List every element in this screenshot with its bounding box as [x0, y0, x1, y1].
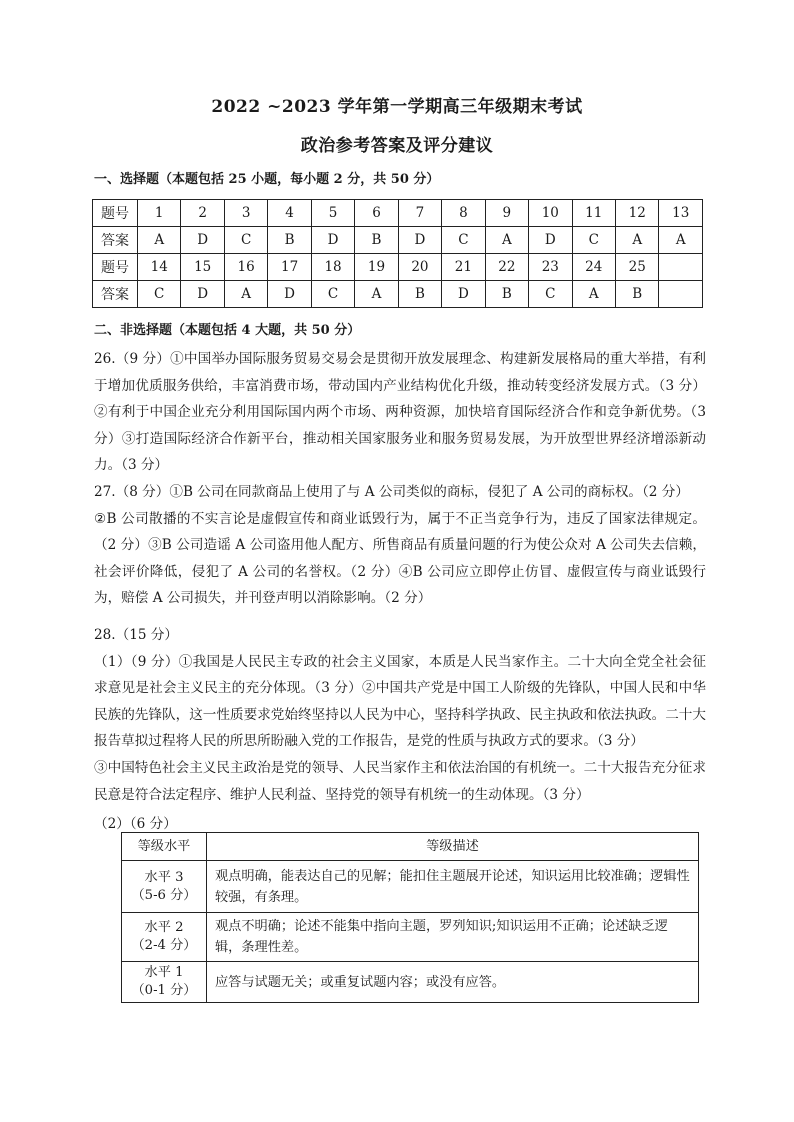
row-label: 答案: [93, 281, 138, 308]
row-label: 题号: [93, 254, 138, 281]
question-number-cell: 4: [268, 200, 311, 227]
q28-part1b: ③中国特色社会主义民主政治是党的领导、人民当家作主和依法治国的有机统一。二十大报告充分征求民意是符合法定程序、维护人民利益、坚持党的领导有机统一的生动体现。（3 分）: [94, 759, 706, 803]
answer-cell: A: [224, 281, 267, 308]
level-name: 水平 3: [144, 869, 184, 885]
q27-rest: ②B 公司散播的不实言论是虚假宣传和商业诋毁行为，属于不正当竞争行为，违反了国家法律规定。（2 分）③B 公司造谣 A 公司盗用他人配方、所售商品有质量问题的行为使公众对 A 公司失去信赖，社会评价降低，侵犯了 A 公司的名誉权。（2 分）④B 公司应立即停止仿冒、虚假宣传与商业诋毁行为，赔偿 A 公司损失，并刊登声明以消除影响。（2 分）: [94, 510, 706, 607]
question-28-answer: [94, 622, 706, 808]
q26-text: 26.（9 分）①中国举办国际服务贸易交易会是贯彻开放发展理念、构建新发展格局的重大举措，有利于增加优质服务供给，丰富消费市场，带动国内产业结构优化升级，推动转变经济发展方式。（3 分）②有利于中国企业充分利用国际国内两个市场、两种资源，加快培育国际经济合作和竞争新优势。（3 分）③打造国际经济合作新平台，推动相关国家服务业和服务贸易发展，为开放型世界经济增添新动力。（3 分）: [94, 351, 706, 474]
answer-table-number-row: [93, 254, 703, 281]
question-27-answer: [94, 479, 706, 612]
answer-cell: C: [138, 281, 181, 308]
level-score: （2-4 分）: [131, 938, 197, 953]
level-desc: 应答与试题无关；或重复试题内容；或没有应答。: [207, 962, 699, 1003]
level-score: （0-1 分）: [131, 983, 197, 998]
answer-cell: A: [615, 227, 658, 254]
level-name: 水平 1: [144, 965, 184, 980]
answer-table-answer-row: [93, 281, 703, 308]
question-number-cell: 17: [268, 254, 311, 281]
question-number-cell: 9: [485, 200, 528, 227]
answer-table-number-row: [93, 200, 703, 227]
level-name: 水平 2: [144, 920, 184, 935]
level-desc: 观点不明确；论述不能集中指向主题，罗列知识;知识运用不正确；论述缺乏逻辑，条理性差。: [207, 913, 699, 962]
level-cell: [122, 962, 207, 1003]
answer-table: [92, 199, 703, 308]
question-number-cell: 16: [224, 254, 267, 281]
section-note: （本题包括 4 大题，共 50 分）: [172, 323, 361, 338]
question-number-cell: 25: [615, 254, 658, 281]
answer-cell: C: [311, 281, 354, 308]
question-number-cell: 2: [181, 200, 224, 227]
question-number-cell: 7: [398, 200, 441, 227]
question-number-cell: 24: [572, 254, 615, 281]
question-number-cell: 8: [442, 200, 485, 227]
question-number-cell: 3: [224, 200, 267, 227]
question-number-cell: [659, 254, 703, 281]
question-26-answer: [94, 346, 706, 479]
question-number-cell: 1: [138, 200, 181, 227]
answer-cell: B: [615, 281, 658, 308]
answer-cell: A: [572, 281, 615, 308]
answer-cell: D: [398, 227, 441, 254]
answer-cell: A: [355, 281, 398, 308]
level-cell: [122, 861, 207, 913]
page-subtitle: 政治参考答案及评分建议: [300, 136, 494, 156]
question-number-cell: 14: [138, 254, 181, 281]
q27-line1: 27.（8 分）①B 公司在同款商品上使用了与 A 公司类似的商标，侵犯了 A 公司的商标权。（2 分）: [94, 484, 689, 500]
row-label: 答案: [93, 227, 138, 254]
answer-cell: B: [268, 227, 311, 254]
question-number-cell: 23: [529, 254, 572, 281]
level-cell: [122, 913, 207, 962]
level-row: [122, 861, 699, 913]
section-heading-non-choice: [94, 319, 360, 338]
level-col-header: 等级水平: [122, 833, 207, 861]
answer-cell: B: [355, 227, 398, 254]
answer-cell: D: [181, 227, 224, 254]
section-label: 一、选择题: [94, 172, 160, 187]
answer-cell: D: [442, 281, 485, 308]
answer-cell: D: [529, 227, 572, 254]
answer-cell: B: [485, 281, 528, 308]
question-number-cell: 10: [529, 200, 572, 227]
answer-cell: A: [138, 227, 181, 254]
answer-cell: D: [268, 281, 311, 308]
question-number-cell: 5: [311, 200, 354, 227]
section-label: 二、非选择题: [94, 323, 173, 338]
q28-part1: （1）（9 分）①我国是人民民主专政的社会主义国家，本质是人民当家作主。二十大向全党全社会征求意见是社会主义民主的充分体现。（3 分）②中国共产党是中国工人阶级的先锋队，中国人民和中华民族的先锋队，这一性质要求党始终坚持以人民为中心，坚持科学执政、民主执政和依法执政。二十大报告草拟过程将人民的所思所盼融入党的工作报告，是党的性质与执政方式的要求。（3 分）: [94, 653, 706, 750]
question-number-cell: 11: [572, 200, 615, 227]
question-number-cell: 18: [311, 254, 354, 281]
page-title: 2022 ~2023 学年第一学期高三年级期末考试: [211, 97, 583, 117]
answer-cell: C: [442, 227, 485, 254]
row-label: 题号: [93, 200, 138, 227]
answer-cell: C: [572, 227, 615, 254]
question-number-cell: 15: [181, 254, 224, 281]
question-number-cell: 12: [615, 200, 658, 227]
question-number-cell: 6: [355, 200, 398, 227]
level-row: [122, 913, 699, 962]
level-row: [122, 962, 699, 1003]
answer-cell: D: [181, 281, 224, 308]
section-heading-multiple-choice: [94, 168, 439, 187]
answer-cell: C: [529, 281, 572, 308]
level-table-header-row: [122, 833, 699, 861]
q28-header: 28.（15 分）: [94, 627, 179, 643]
answer-cell: [659, 281, 703, 308]
answer-cell: B: [398, 281, 441, 308]
answer-cell: D: [311, 227, 354, 254]
grading-level-table: [121, 832, 699, 1003]
answer-cell: A: [485, 227, 528, 254]
section-note: （本题包括 25 小题，每小题 2 分，共 50 分）: [159, 172, 440, 187]
question-number-cell: 20: [398, 254, 441, 281]
question-number-cell: 19: [355, 254, 398, 281]
question-number-cell: 21: [442, 254, 485, 281]
question-number-cell: 13: [659, 200, 703, 227]
q28-part2-label: （2）（6 分）: [94, 816, 177, 832]
answer-table-answer-row: [93, 227, 703, 254]
desc-col-header: 等级描述: [207, 833, 699, 861]
answer-cell: C: [224, 227, 267, 254]
level-desc: 观点明确，能表达自己的见解；能扣住主题展开论述，知识运用比较准确；逻辑性较强，有条理。: [207, 861, 699, 913]
question-number-cell: 22: [485, 254, 528, 281]
answer-cell: A: [659, 227, 703, 254]
level-score: （5-6 分）: [131, 887, 197, 903]
